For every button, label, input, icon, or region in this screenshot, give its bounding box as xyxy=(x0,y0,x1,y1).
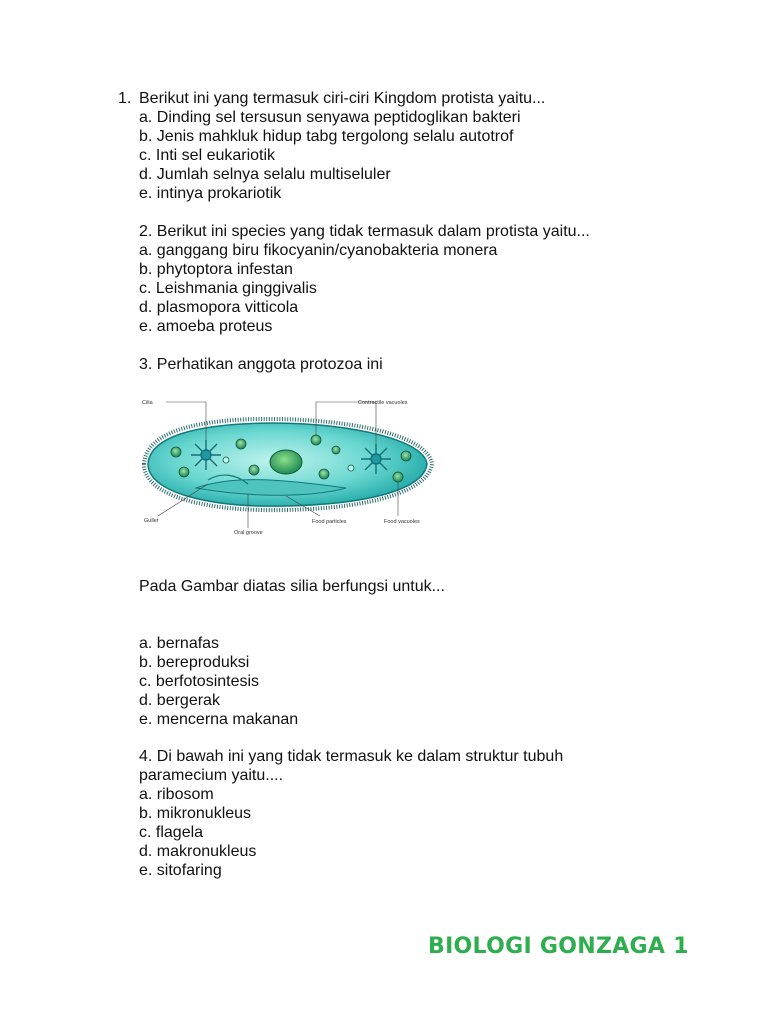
q3-option-d: d. bergerak xyxy=(139,692,220,709)
q3-option-a: a. bernafas xyxy=(139,635,220,652)
q1-number: 1. xyxy=(118,90,132,107)
label-food-particles: Food particles xyxy=(312,519,347,525)
q1-option-a: a. Dinding sel tersusun senyawa peptidoglikan bakteri xyxy=(139,109,521,126)
q2-question: 2. Berikut ini species yang tidak termasuk dalam protista yaitu... xyxy=(139,223,590,240)
label-contractile-vacuoles: Contractile vacuoles xyxy=(358,400,408,406)
paramecium-figure xyxy=(136,392,436,540)
q3-option-b: b. bereproduksi xyxy=(139,654,250,671)
q4-option-a: a. ribosom xyxy=(139,786,214,803)
q3-option-c: c. berfotosintesis xyxy=(139,673,260,690)
q1-option-b: b. Jenis mahkluk hidup tabg tergolong selalu autotrof xyxy=(139,128,514,145)
q2-option-e: e. amoeba proteus xyxy=(139,318,273,335)
q4-option-d: d. makronukleus xyxy=(139,843,257,860)
label-oral-groove: Oral groove xyxy=(234,530,263,536)
label-gullet: Gullet xyxy=(144,518,159,524)
q4-option-b: b. mikronukleus xyxy=(139,805,252,822)
q2-option-c: c. Leishmania ginggivalis xyxy=(139,280,317,297)
macronucleus xyxy=(270,450,302,474)
q4-option-c: c. flagela xyxy=(139,824,204,841)
label-food-vacuoles: Food vacuoles xyxy=(384,519,420,525)
footer-title: BIOLOGI GONZAGA 1 xyxy=(428,934,689,959)
q4-option-e: e. sitofaring xyxy=(139,862,222,879)
q1-question: Berikut ini yang termasuk ciri-ciri Kingdom protista yaitu... xyxy=(139,90,546,107)
q2-option-b: b. phytoptora infestan xyxy=(139,261,293,278)
q3-question: 3. Perhatikan anggota protozoa ini xyxy=(139,356,383,373)
label-cilia: Cilia xyxy=(142,400,153,406)
q4-question-line2: paramecium yaitu.... xyxy=(139,767,284,784)
contractile-vacuole-left xyxy=(191,440,221,470)
q3-option-e: e. mencerna makanan xyxy=(139,711,299,728)
q1-option-d: d. Jumlah selnya selalu multiseluler xyxy=(139,166,391,183)
q1-option-c: c. Inti sel eukariotik xyxy=(139,147,276,164)
q4-question-line1: 4. Di bawah ini yang tidak termasuk ke dalam struktur tubuh xyxy=(139,748,564,765)
q1-option-e: e. intinya prokariotik xyxy=(139,185,282,202)
q3-prompt: Pada Gambar diatas silia berfungsi untuk... xyxy=(139,578,445,595)
contractile-vacuole-right xyxy=(361,444,391,474)
q2-option-d: d. plasmopora vitticola xyxy=(139,299,299,316)
q2-option-a: a. ganggang biru fikocyanin/cyanobakteria monera xyxy=(139,242,498,259)
